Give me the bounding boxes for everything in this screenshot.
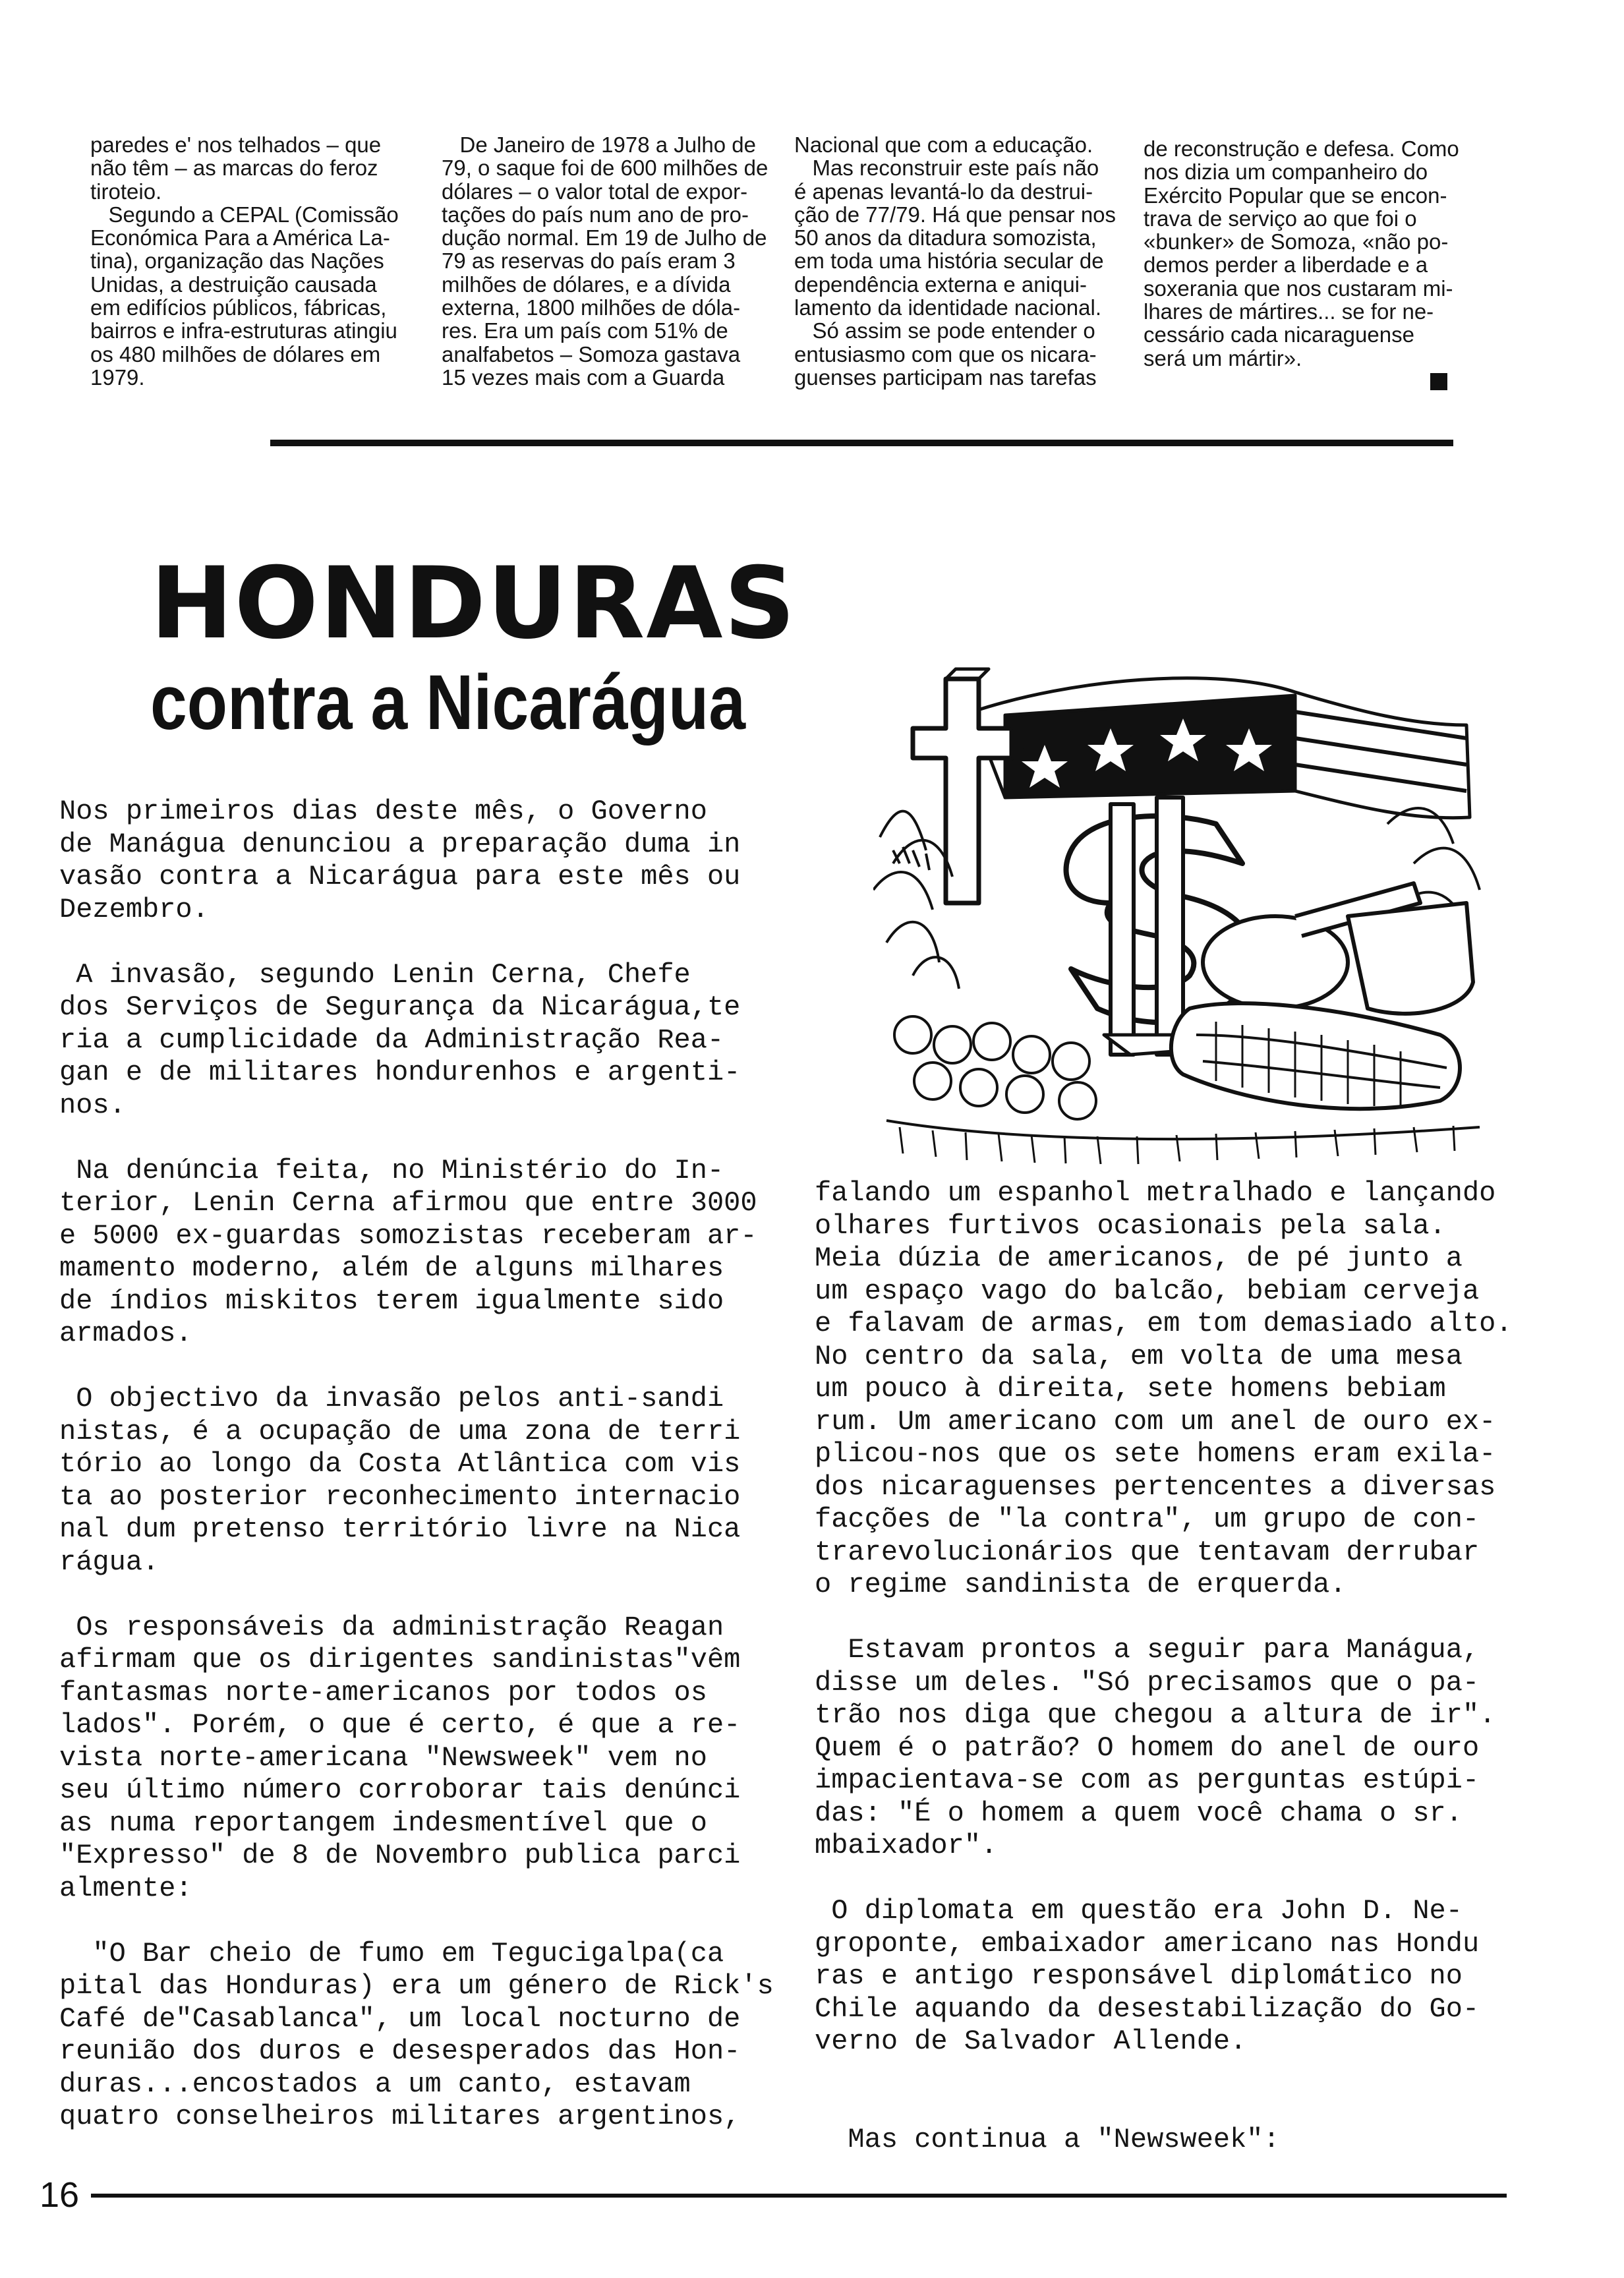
text-line: Mas continua a "Newsweek": (815, 2123, 1280, 2155)
text-line: plicou-nos que os sete homens eram exila- (815, 1438, 1496, 1470)
text-line: verno de Salvador Allende. (815, 2026, 1247, 2057)
top-column-1 (90, 133, 399, 389)
text-line: guenses participam nas tarefas (794, 365, 1097, 390)
text-line: externa, 1800 milhões de dóla- (442, 295, 741, 320)
text-line: Económica Para a América La- (90, 225, 390, 250)
text-line: terior, Lenin Cerna afirmou que entre 3000 (59, 1187, 757, 1219)
text-line: De Janeiro de 1978 a Julho de (442, 132, 757, 157)
text-line: Exército Popular que se encon- (1144, 183, 1447, 208)
text-line: 50 anos da ditadura somozista, (794, 225, 1097, 250)
text-line: «bunker» de Somoza, «não po- (1144, 229, 1449, 254)
text-line: soxerania que nos custaram mi- (1144, 276, 1453, 301)
text-line: dos nicaraguenses pertencentes a diversas (815, 1471, 1496, 1503)
text-line: paredes e' nos telhados – que (90, 132, 382, 157)
text-line: em toda uma história secular de (794, 248, 1104, 274)
text-line: dependência externa e aniqui- (794, 272, 1088, 297)
text-line: pital das Honduras) era um género de Rick's (59, 1970, 774, 2002)
text-line: olhares furtivos ocasionais pela sala. (815, 1210, 1446, 1242)
text-line: trarevolucionários que tentavam derrubar (815, 1536, 1480, 1568)
top-column-2 (442, 133, 768, 389)
text-line: tório ao longo da Costa Atlântica com vis (59, 1448, 741, 1480)
text-line: falando um espanhol metralhado e lançando (815, 1177, 1496, 1209)
text-line: afirmam que os dirigentes sandinistas"vêm (59, 1644, 741, 1676)
text-line: de índios miskitos terem igualmente sido (59, 1285, 724, 1317)
text-line: quatro conselheiros militares argentinos, (59, 2101, 741, 2132)
text-line: Segundo a CEPAL (Comissão (90, 202, 399, 227)
text-line: groponte, embaixador americano nas Hondu (815, 1927, 1480, 1960)
text-line: demos perder a liberdade e a (1144, 252, 1428, 277)
text-line: dólares – o valor total de expor- (442, 179, 748, 204)
footer-rule (91, 2194, 1507, 2198)
text-line: os 480 milhões de dólares em (90, 341, 381, 366)
text-line: impacientava-se com as perguntas estúpi- (815, 1765, 1480, 1796)
text-line: fantasmas norte-americanos por todos os (59, 1676, 707, 1708)
text-line: reunião dos duros e desesperados das Hon- (59, 2035, 741, 2067)
text-line: res. Era um país com 51% de (442, 318, 728, 343)
text-line: "O Bar cheio de fumo em Tegucigalpa(ca (59, 1937, 724, 1970)
text-line (815, 2059, 1513, 2091)
text-line: de reconstrução e defesa. Como (1144, 136, 1459, 161)
text-line: Mas reconstruir este país não (794, 156, 1099, 181)
text-line: Na denúncia feita, no Ministério do In- (59, 1154, 724, 1186)
text-line: vista norte-americana "Newsweek" vem no (59, 1741, 707, 1774)
text-line (59, 1579, 774, 1612)
text-line (59, 1122, 774, 1155)
text-line: facções de "la contra", um grupo de con- (815, 1504, 1480, 1535)
text-line: 1979. (90, 365, 145, 390)
text-line: analfabetos – Somoza gastava (442, 341, 741, 366)
text-line: lhares de mártires... se for ne- (1144, 299, 1434, 324)
text-line: Nos primeiros dias deste mês, o Governo (59, 796, 707, 827)
text-line: nos dizia um companheiro do (1144, 160, 1428, 185)
text-line: lados". Porém, o que é certo, é que a re- (59, 1709, 741, 1741)
text-line: Chile aquando da desestabilização do Go- (815, 1993, 1480, 2025)
text-line: A invasão, segundo Lenin Cerna, Chefe (59, 958, 691, 991)
text-line: rum. Um americano com um anel de ouro ex- (815, 1405, 1496, 1438)
text-line: tina), organização das Nações (90, 248, 384, 274)
text-line: Estavam prontos a seguir para Manágua, (815, 1634, 1480, 1666)
text-line: Unidas, a destruição causada (90, 272, 377, 297)
text-line: seu último número corroborar tais denúnci (59, 1774, 741, 1806)
text-line: um pouco à direita, sete homens bebiam (815, 1373, 1446, 1405)
text-line: 15 vezes mais com a Guarda (442, 365, 725, 390)
text-line: 79 as reservas do país eram 3 (442, 248, 736, 274)
text-line: o regime sandinista de erquerda. (815, 1569, 1347, 1600)
text-line: dução normal. Em 19 de Julho de (442, 225, 767, 250)
text-line: No centro da sala, em volta de uma mesa (815, 1340, 1463, 1372)
text-line: Meia dúzia de americanos, de pé junto a (815, 1242, 1463, 1274)
text-line: Só assim se pode entender o (794, 318, 1095, 343)
text-line: bairros e infra-estruturas atingiu (90, 318, 397, 343)
text-line: será um mártir». (1144, 345, 1302, 370)
text-line: cessário cada nicaraguense (1144, 322, 1414, 347)
text-line: O diplomata em questão era John D. Ne- (815, 1895, 1463, 1927)
text-line: Nacional que com a educação. (794, 132, 1093, 157)
text-line: Os responsáveis da administração Reagan (59, 1611, 724, 1643)
text-line: milhões de dólares, e a dívida (442, 272, 731, 297)
text-line: gan e de militares hondurenhos e argenti- (59, 1057, 741, 1088)
text-line: e 5000 ex-guardas somozistas receberam ar- (59, 1219, 757, 1252)
text-line: tiroteio. (90, 179, 162, 204)
text-line: nistas, é a ocupação de uma zona de terri (59, 1415, 741, 1447)
text-line (815, 1863, 1513, 1896)
section-divider (270, 440, 1453, 446)
article-title: HONDURAS (150, 546, 797, 661)
text-line: disse um deles. "Só precisamos que o pa- (815, 1666, 1480, 1699)
text-line: um espaço vago do balcão, bebiam cerveja (815, 1275, 1480, 1307)
text-line: entusiasmo com que os nicara- (794, 341, 1097, 366)
text-line: não têm – as marcas do feroz (90, 156, 378, 181)
text-line: e falavam de armas, em tom demasiado alto. (815, 1308, 1513, 1339)
text-line: Café de"Casablanca", um local nocturno de (59, 2002, 741, 2035)
text-line: duras...encostados a um canto, estavam (59, 2068, 691, 2100)
text-line: 79, o saque foi de 600 milhões de (442, 156, 768, 181)
page-number: 16 (40, 2175, 80, 2215)
text-line: O objectivo da invasão pelos anti-sandi (59, 1383, 724, 1415)
article-subtitle: contra a Nicarágua (150, 659, 746, 746)
text-line: trava de serviço ao que foi o (1144, 206, 1417, 231)
text-line: dos Serviços de Segurança da Nicarágua,te (59, 991, 741, 1023)
text-line (59, 1351, 774, 1384)
text-line: almente: (59, 1872, 192, 1904)
text-line: mamento moderno, além de alguns milhares (59, 1252, 724, 1284)
text-line (815, 1602, 1513, 1635)
top-column-4 (1144, 137, 1459, 370)
text-line: vasão contra a Nicarágua para este mês ou (59, 861, 741, 892)
cross-dollar-flag-tank-jungle-illustration-icon (873, 666, 1490, 1167)
article-left-column (59, 796, 774, 2134)
text-line: de Manágua denunciou a preparação duma in (59, 828, 741, 860)
text-line: "Expresso" de 8 de Novembro publica parci (59, 1840, 741, 1871)
text-line: Dezembro. (59, 893, 209, 925)
text-line (59, 1905, 774, 1938)
text-line: trão nos diga que chegou a altura de ir". (815, 1699, 1496, 1731)
text-line: rágua. (59, 1546, 160, 1578)
article-right-column (815, 1177, 1513, 2156)
text-line: lamento da identidade nacional. (794, 295, 1102, 320)
text-line: Quem é o patrão? O homem do anel de ouro (815, 1732, 1480, 1764)
text-line (59, 926, 774, 959)
top-column-3 (794, 133, 1116, 389)
text-line: ria a cumplicidade da Administração Rea- (59, 1024, 724, 1056)
end-of-article-mark (1430, 373, 1447, 390)
text-line: armados. (59, 1318, 192, 1349)
text-line: tações do país num ano de pro- (442, 202, 749, 227)
text-line: nal dum pretenso território livre na Nica (59, 1513, 741, 1545)
text-line: em edifícios públicos, fábricas, (90, 295, 387, 320)
text-line: ta ao posterior reconhecimento internacio (59, 1480, 741, 1513)
text-line (815, 2091, 1513, 2124)
text-line: das: "É o homem a quem você chama o sr. (815, 1797, 1463, 1829)
text-line: mbaixador". (815, 1830, 998, 1861)
text-line: é apenas levantá-lo da destrui- (794, 179, 1093, 204)
text-line: nos. (59, 1089, 126, 1121)
text-line: ras e antigo responsável diplomático no (815, 1960, 1463, 1992)
text-line: as numa reportangem indesmentível que o (59, 1807, 707, 1839)
text-line: ção de 77/79. Há que pensar nos (794, 202, 1116, 227)
